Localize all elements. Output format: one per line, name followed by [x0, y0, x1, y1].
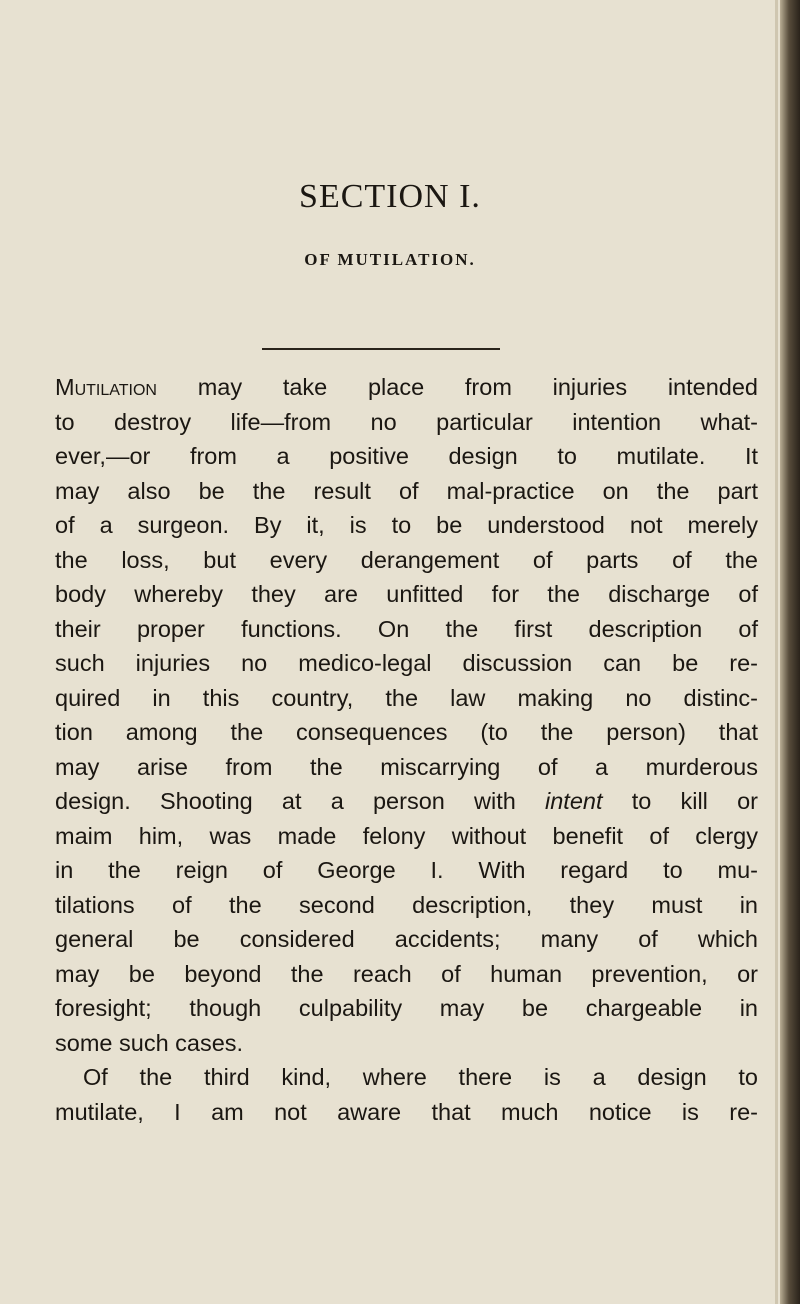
text-line: ever,—or from a positive design to mutilate. It	[55, 443, 758, 469]
text-line: Mutilation may take place from injuries intended	[55, 374, 758, 400]
book-binding-edge	[780, 0, 800, 1304]
lead-word: Mutilation	[55, 374, 157, 400]
text-line: may also be the result of mal-practice on the part	[55, 477, 758, 504]
text-line: in the reign of George I. With regard to mu-	[55, 857, 758, 883]
text-line: their proper functions. On the first description of	[55, 615, 758, 642]
text-line: Of the third kind, where there is a design to	[83, 1064, 758, 1090]
text-line: some such cases.	[55, 1029, 244, 1056]
text-line: of a surgeon. By it, is to be understood not merely	[55, 512, 758, 538]
text-line: mutilate, I am not aware that much notice is re-	[55, 1098, 758, 1125]
page-fold-line	[775, 0, 778, 1304]
text-line: body whereby they are unfitted for the discharge of	[55, 581, 758, 607]
section-title: SECTION I.	[299, 178, 481, 215]
text-line: tion among the consequences (to the person) that	[55, 719, 758, 745]
text-line: tilations of the second description, they must in	[55, 891, 758, 918]
italic-word: intent	[545, 788, 603, 814]
text-line: quired in this country, the law making no distinc-	[55, 684, 758, 711]
text-line: maim him, was made felony without benefit of clergy	[55, 822, 758, 849]
text-line: to destroy life—from no particular intention what-	[55, 408, 758, 435]
divider-rule	[262, 348, 500, 350]
text-line: foresight; though culpability may be chargeable in	[55, 995, 758, 1021]
text-line: the loss, but every derangement of parts of the	[55, 546, 758, 573]
text-line: design. Shooting at a person with intent to kill or	[55, 788, 758, 814]
section-subtitle: OF MUTILATION.	[304, 250, 476, 269]
text-line: general be considered accidents; many of which	[55, 926, 758, 952]
text-line: may arise from the miscarrying of a murderous	[55, 753, 758, 780]
body-text	[55, 370, 758, 1129]
text-line: may be beyond the reach of human prevention, or	[55, 960, 758, 987]
text-line: such injuries no medico-legal discussion can be re-	[55, 650, 758, 676]
